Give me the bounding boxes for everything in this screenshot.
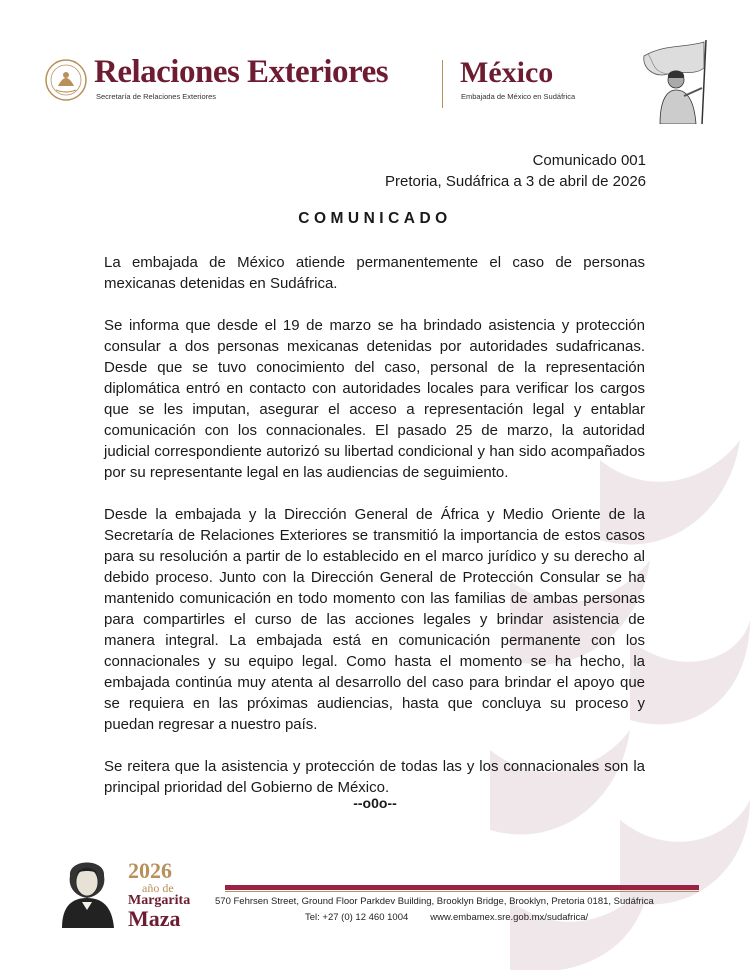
document-reference: Comunicado 001 (532, 152, 646, 169)
paragraph: Desde la embajada y la Dirección General de África y Medio Oriente de la Secretaría de Relaciones Exteriores se transmitió la importancia de estos casos para su resolución a partir de lo establecido en el marco jurídico y su derecho al debido proceso. Junto con la Dirección General de Protección Consular se ha mantenido comunicación en todo momento con las familias de ambas personas para compartirles el curso de las acciones legales y brindar asistencia de manera integral. La embajada está en comunicación permanente con los connacionales y su equipo legal. Como hasta el momento se ha hecho, la embajada continúa muy atenta al desarrollo del caso para brindar el apoyo que se requiera en las próximas audiencias, hasta que concluya su proceso y puedan regresar a nuestro país. (104, 506, 645, 733)
footer-gold-line (225, 891, 699, 892)
coat-of-arms-icon (44, 58, 88, 102)
dedication-last-name: Maza (128, 906, 181, 931)
embassy-address: 570 Fehrsen Street, Ground Floor Parkdev Building, Brooklyn Bridge, Brooklyn, Pretoria 0181, Sudáfrica (215, 896, 654, 907)
brand-divider (442, 60, 443, 108)
year-number: 2026 (128, 858, 172, 883)
closing-mark: --o0o-- (353, 795, 397, 811)
footer-accent-bar (225, 885, 699, 890)
website-link[interactable]: www.embamex.sre.gob.mx/sudafrica/ (430, 912, 589, 923)
letterhead (44, 52, 714, 132)
paragraph: Se informa que desde el 19 de marzo se ha brindado asistencia y protección consular a dos personas mexicanas detenidas por autoridades sudafricanas. Desde que se tuvo conocimiento del caso, personal de la representación diplomática entró en contacto con autoridades locales para verificar los cargos que se les imputan, asegurar el acceso a representación legal y entablar comunicación con los connacionales. El pasado 25 de marzo, la autoridad judicial correspondiente autorizó su libertad condicional y han sido acompañados por su representante legal en las audiencias de seguimiento. (104, 317, 645, 481)
brand-subtitle: Secretaría de Relaciones Exteriores (96, 92, 217, 101)
brand-title: Relaciones Exteriores (94, 54, 389, 90)
place-and-date: Pretoria, Sudáfrica a 3 de abril de 2026 (385, 173, 646, 190)
paragraph: La embajada de México atiende permanentemente el caso de personas mexicanas detenidas en Sudáfrica. (104, 254, 645, 292)
margarita-maza-portrait (48, 852, 126, 928)
year-subtitle: año de (142, 881, 174, 895)
document-body (104, 252, 645, 819)
paragraph: Se reitera que la asistencia y protección de todas las y los connacionales son la principal prioridad del Gobierno de México. (104, 758, 645, 796)
phone-number: Tel: +27 (0) 12 460 1004 (305, 912, 409, 923)
embassy-name: Embajada de México en Sudáfrica (461, 92, 576, 101)
document-meta (385, 150, 646, 192)
year-dedication (128, 860, 190, 930)
woman-with-flag-illustration (624, 38, 716, 124)
dedication-first-name: Margarita (128, 893, 191, 908)
brand-country: México (460, 56, 554, 89)
document-title: COMUNICADO (298, 210, 452, 227)
footer-contact (305, 912, 588, 923)
